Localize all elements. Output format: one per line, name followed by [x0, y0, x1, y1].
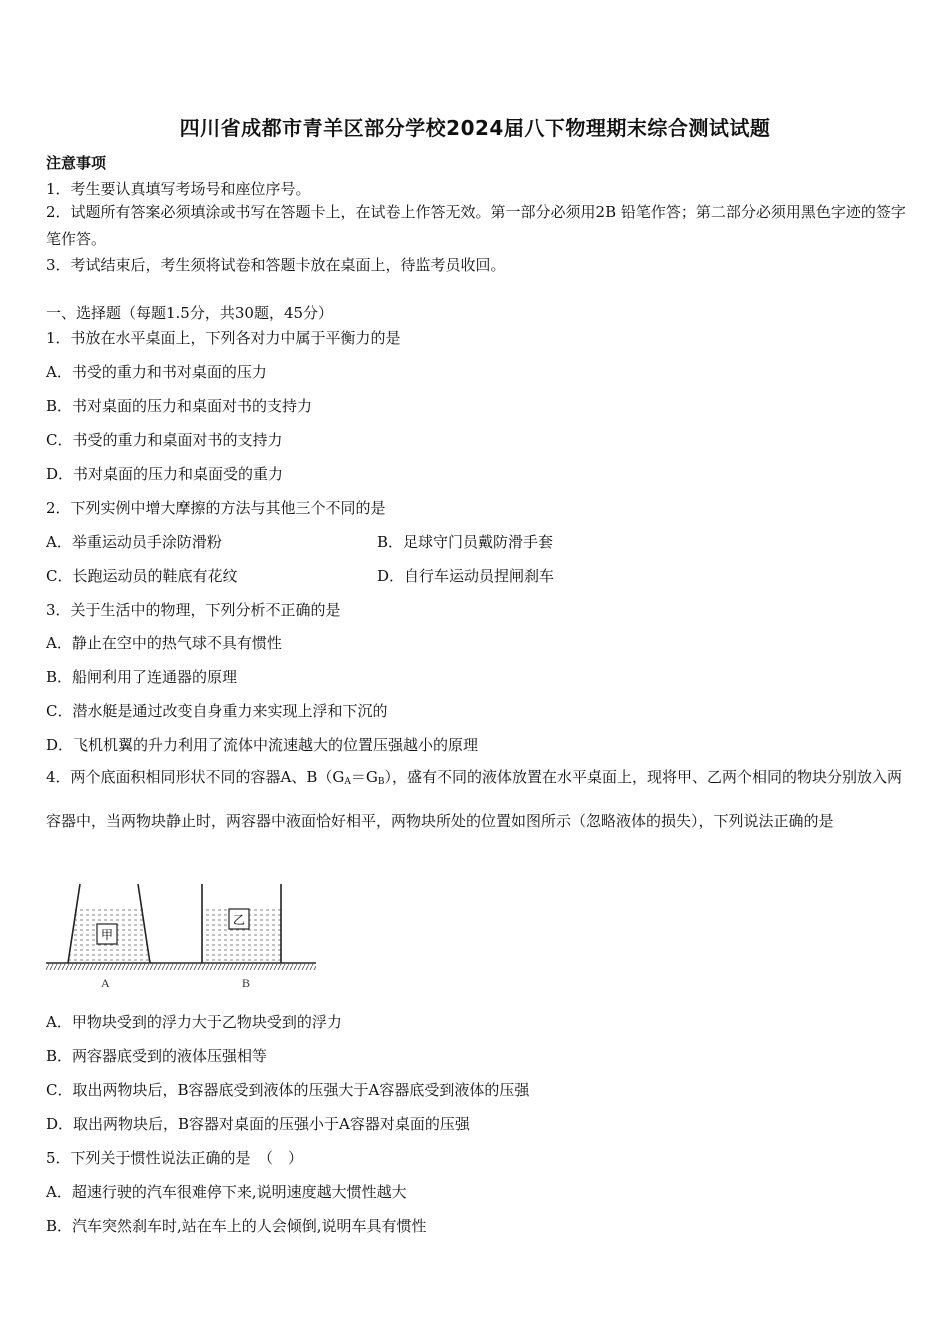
option-a: A．书受的重力和书对桌面的压力 — [46, 363, 267, 381]
option-c: C．长跑运动员的鞋底有花纹 — [46, 567, 238, 585]
option-c: C．书受的重力和桌面对书的支持力 — [46, 431, 283, 449]
option-b: B．书对桌面的压力和桌面对书的支持力 — [46, 397, 313, 415]
page-title: 四川省成都市青羊区部分学校2024届八下物理期末综合测试试题 — [179, 116, 771, 140]
option-c: C．取出两物块后，B容器底受到液体的压强大于A容器底受到液体的压强 — [46, 1081, 530, 1099]
containers-figure — [44, 878, 320, 993]
section-heading: 一、选择题（每题1.5分，共30题，45分） — [46, 304, 334, 322]
option-d: D．取出两物块后，B容器对桌面的压强小于A容器对桌面的压强 — [46, 1115, 470, 1133]
option-a: A．甲物块受到的浮力大于乙物块受到的浮力 — [46, 1013, 342, 1031]
option-b: B．足球守门员戴防滑手套 — [377, 533, 554, 551]
notice-item: 1．考生要认真填写考场号和座位序号。 — [46, 180, 311, 198]
option-c: C．潜水艇是通过改变自身重力来实现上浮和下沉的 — [46, 702, 388, 720]
option-b: B．两容器底受到的液体压强相等 — [46, 1047, 268, 1065]
option-a: A．超速行驶的汽车很难停下来,说明速度越大惯性越大 — [46, 1183, 407, 1201]
option-a: A．举重运动员手涂防滑粉 — [46, 533, 222, 551]
option-b: B．汽车突然刹车时,站在车上的人会倾倒,说明车具有惯性 — [46, 1217, 427, 1235]
question-stem: 5．下列关于惯性说法正确的是 （ ） — [46, 1149, 304, 1167]
notice-item: 2．试题所有答案必须填涂或书写在答题卡上，在试卷上作答无效。第一部分必须用2B 铅笔作答；第二部分必须用黑色字迹的签字笔作答。 — [46, 203, 906, 248]
notice-heading: 注意事项 — [46, 154, 107, 172]
question-stem: 4．两个底面积相同形状不同的容器A、$B(G_A=G_B)$，盛有不同的液体放置在水平桌面上，现将甲、乙两个相同的物块分别放入两容器中，当两物块静止时，两容器中液面恰好相平，两物块所处的位置如图所示（忽略液体的损失），下列说法正确的是 — [46, 768, 903, 830]
option-d: D．飞机机翼的升力利用了流体中流速越大的位置压强越小的原理 — [46, 736, 479, 754]
block-jia-label: 甲 — [100, 928, 114, 942]
question-stem: 1．书放在水平桌面上，下列各对力中属于平衡力的是 — [46, 329, 401, 347]
question-stem: 2．下列实例中增大摩擦的方法与其他三个不同的是 — [46, 499, 386, 517]
figure-label-b: B — [242, 976, 251, 990]
option-d: D．书对桌面的压力和桌面受的重力 — [46, 465, 284, 483]
table-hatch — [46, 964, 316, 970]
question-stem: 3．关于生活中的物理，下列分析不正确的是 — [46, 601, 341, 619]
option-a: A．静止在空中的热气球不具有惯性 — [46, 634, 282, 652]
option-b: B．船闸利用了连通器的原理 — [46, 668, 238, 686]
block-yi-label: 乙 — [232, 913, 246, 927]
option-d: D．自行车运动员捏闸刹车 — [377, 567, 555, 585]
notice-item: 3．考试结束后，考生须将试卷和答题卡放在桌面上，待监考员收回。 — [46, 256, 506, 274]
figure-label-a: A — [101, 976, 110, 990]
